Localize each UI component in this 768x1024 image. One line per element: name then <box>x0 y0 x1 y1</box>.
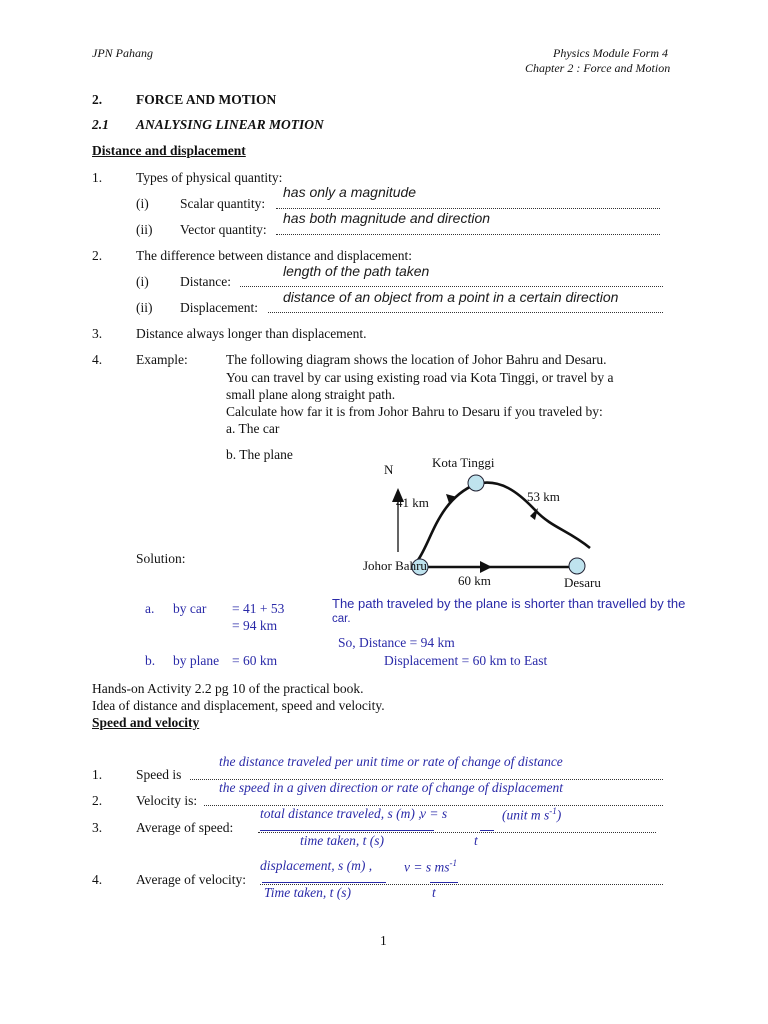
q2-i-answer: length of the path taken <box>283 263 430 279</box>
s3-label: Average of speed: <box>136 820 234 835</box>
s3-numerator: total distance traveled, s (m) , <box>260 806 422 821</box>
kota-tinggi-marker <box>468 475 484 491</box>
solution-label: Solution: <box>136 551 186 566</box>
q1-ii-label: Vector quantity: <box>180 222 267 237</box>
fraction-bar <box>262 882 386 883</box>
q1-ii-answer: has both magnitude and direction <box>283 210 491 226</box>
s3-denominator-t: t <box>474 833 478 848</box>
solution-a-label: a. <box>145 601 155 616</box>
q4-option-a: a. The car <box>226 421 280 436</box>
desaru-marker <box>569 558 585 574</box>
activity-line2: Idea of distance and displacement, speed and velocity. <box>92 698 385 713</box>
q2-i-number: (i) <box>136 274 149 289</box>
q4-line1: The following diagram shows the location of Johor Bahru and Desaru. <box>226 352 607 367</box>
subheading-distance: Distance and displacement <box>92 143 246 158</box>
q3-text: Distance always longer than displacement. <box>136 326 367 341</box>
q4-label: Example: <box>136 352 188 367</box>
solution-a-text: by car <box>173 601 207 616</box>
s3-formula: v = s <box>420 806 448 821</box>
s2-label: Velocity is: <box>136 793 198 808</box>
solution-displacement: Displacement = 60 km to East <box>384 653 548 668</box>
q2-ii-number: (ii) <box>136 300 153 315</box>
s4-label: Average of velocity: <box>136 872 246 887</box>
page-number: 1 <box>380 933 387 948</box>
q2-text: The difference between distance and displacement: <box>136 248 412 263</box>
solution-a-eq1: = 41 + 53 <box>232 601 285 616</box>
diagram-distance-53: 53 km <box>527 489 560 504</box>
q1-ii-number: (ii) <box>136 222 153 237</box>
s4-numerator: displacement, s (m) , <box>260 858 373 873</box>
q1-text: Types of physical quantity: <box>136 170 283 185</box>
diagram-distance-60: 60 km <box>458 573 491 588</box>
q4-option-b: b. The plane <box>226 447 293 462</box>
q4-line3: small plane along straight path. <box>226 387 396 402</box>
q2-number: 2. <box>92 248 103 263</box>
solution-a-eq2: = 94 km <box>232 618 278 633</box>
q4-line2: You can travel by car using existing road via Kota Tinggi, or travel by a <box>226 370 614 385</box>
q3-number: 3. <box>92 326 103 341</box>
q4-number: 4. <box>92 352 103 367</box>
q4-line4: Calculate how far it is from Johor Bahru to Desaru if you traveled by: <box>226 404 603 419</box>
s3-unit: (unit m $s^{-1}$) <box>502 806 562 823</box>
section-title: ANALYSING LINEAR MOTION <box>136 117 324 132</box>
q1-number: 1. <box>92 170 103 185</box>
chapter-title: FORCE AND MOTION <box>136 92 277 107</box>
solution-b-label: b. <box>145 653 156 668</box>
solution-note-line2: car. <box>332 613 351 625</box>
diagram-johor-bahru: Johor Bahru <box>363 558 427 573</box>
diagram-distance-41: 41 km <box>396 495 429 510</box>
chapter-number: 2. <box>92 92 103 107</box>
s3-number: 3. <box>92 820 103 835</box>
subheading-speed: Speed and velocity <box>92 715 200 730</box>
s4-formula: v = s $ms^{-1}$ <box>404 858 457 875</box>
fraction-bar <box>480 830 494 831</box>
fraction-bar <box>260 830 434 831</box>
s3-denominator: time taken, t (s) <box>300 833 384 848</box>
q2-ii-answer: distance of an object from a point in a certain direction <box>283 289 619 305</box>
diagram-desaru: Desaru <box>564 575 601 590</box>
diagram-kota-tinggi: Kota Tinggi <box>432 455 495 470</box>
s1-label: Speed is <box>136 767 182 782</box>
solution-distance: So, Distance = 94 km <box>338 635 455 650</box>
section-number: 2.1 <box>92 117 109 132</box>
header-right-chapter: Chapter 2 : Force and Motion <box>525 61 671 75</box>
s4-denominator: Time taken, t (s) <box>264 885 351 900</box>
q1-i-answer: has only a magnitude <box>283 184 417 200</box>
s4-number: 4. <box>92 872 103 887</box>
q1-i-number: (i) <box>136 196 149 211</box>
s4-denominator-t: t <box>432 885 436 900</box>
straight-arrow <box>480 561 492 573</box>
diagram-north: N <box>384 462 394 477</box>
s1-answer: the distance traveled per unit time or rate of change of distance <box>219 754 563 769</box>
road-path <box>418 483 590 560</box>
header-left: JPN Pahang <box>92 46 153 60</box>
s2-answer: the speed in a given direction or rate of change of displacement <box>219 780 564 795</box>
s2-number: 2. <box>92 793 103 808</box>
q2-ii-label: Displacement: <box>180 300 258 315</box>
solution-note-line1: The path traveled by the plane is shorter than travelled by the <box>332 596 686 611</box>
header-right-title: Physics Module Form 4 <box>553 46 668 60</box>
activity-line1: Hands-on Activity 2.2 pg 10 of the practical book. <box>92 681 364 696</box>
solution-b-eq: = 60 km <box>232 653 278 668</box>
q1-i-label: Scalar quantity: <box>180 196 266 211</box>
solution-b-text: by plane <box>173 653 220 668</box>
q2-i-label: Distance: <box>180 274 231 289</box>
s1-number: 1. <box>92 767 103 782</box>
fraction-bar <box>430 882 458 883</box>
